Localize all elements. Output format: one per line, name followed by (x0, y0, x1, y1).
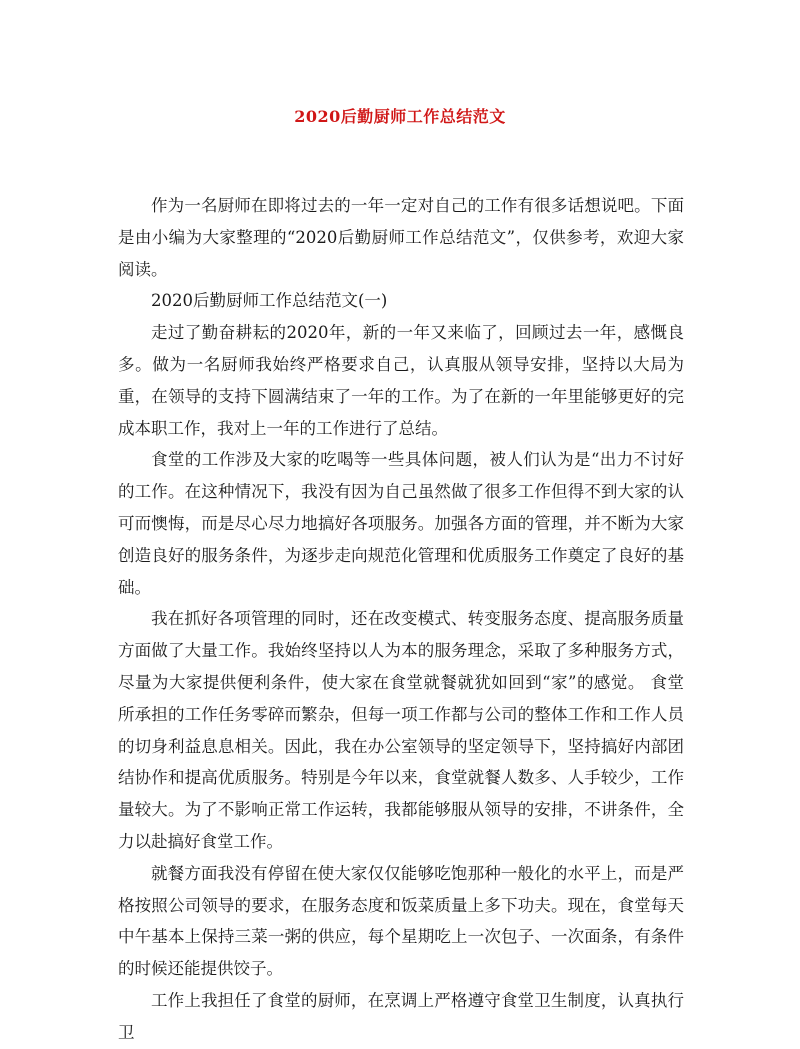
intro-paragraph: 作为一名厨师在即将过去的一年一定对自己的工作有很多话想说吧。下面是由小编为大家整理的“2020后勤厨师工作总结范文”，仅供参考，欢迎大家阅读。 (118, 196, 684, 279)
section-heading: 2020后勤厨师工作总结范文(一) (151, 291, 388, 311)
document-title: 2020后勤厨师工作总结范文 (294, 107, 506, 126)
body-paragraph-3: 我在抓好各项管理的同时，还在改变模式、转变服务态度、提高服务质量方面做了大量工作。我始终坚持以人为本的服务理念，采取了多种服务方式，尽量为大家提供便利条件，使大家在食堂就餐就犹如回到“家”的感觉。 食堂所承担的工作任务零碎而繁杂，但每一项工作都与公司的整体工作和工作人员的切身利益息息相关。因此，我在办公室领导的坚定领导下，坚持搞好内部团结协作和提高优质服务。特别是今年以来，食堂就餐人数多、人手较少，工作量较大。为了不影响正常工作运转，我都能够服从领导的安排，不讲条件，全力以赴搞好食堂工作。 (118, 609, 684, 851)
body-paragraph-5: 工作上我担任了食堂的厨师，在烹调上严格遵守食堂卫生制度，认真执行卫 (118, 990, 684, 1042)
body-paragraph-1: 走过了勤奋耕耘的2020年，新的一年又来临了，回顾过去一年，感慨良多。做为一名厨师我始终严格要求自己，认真服从领导安排，坚持以大局为重，在领导的支持下圆满结束了一年的工作。为了在新的一年里能够更好的完成本职工作，我对上一年的工作进行了总结。 (118, 323, 684, 438)
body-paragraph-4: 就餐方面我没有停留在使大家仅仅能够吃饱那种一般化的水平上，而是严格按照公司领导的要求，在服务态度和饭菜质量上多下功夫。现在，食堂每天中午基本上保持三菜一粥的供应，每个星期吃上一次包子、一次面条，有条件的时候还能提供饺子。 (118, 863, 684, 979)
body-paragraph-2: 食堂的工作涉及大家的吃喝等一些具体问题，被人们认为是“出力不讨好的工作。在这种情况下，我没有因为自己虽然做了很多工作但得不到大家的认可而懊悔，而是尽心尽力地搞好各项服务。加强各方面的管理，并不断为大家创造良好的服务条件，为逐步走向规范化管理和优质服务工作奠定了良好的基础。 (118, 450, 684, 597)
document-body (118, 190, 684, 1049)
